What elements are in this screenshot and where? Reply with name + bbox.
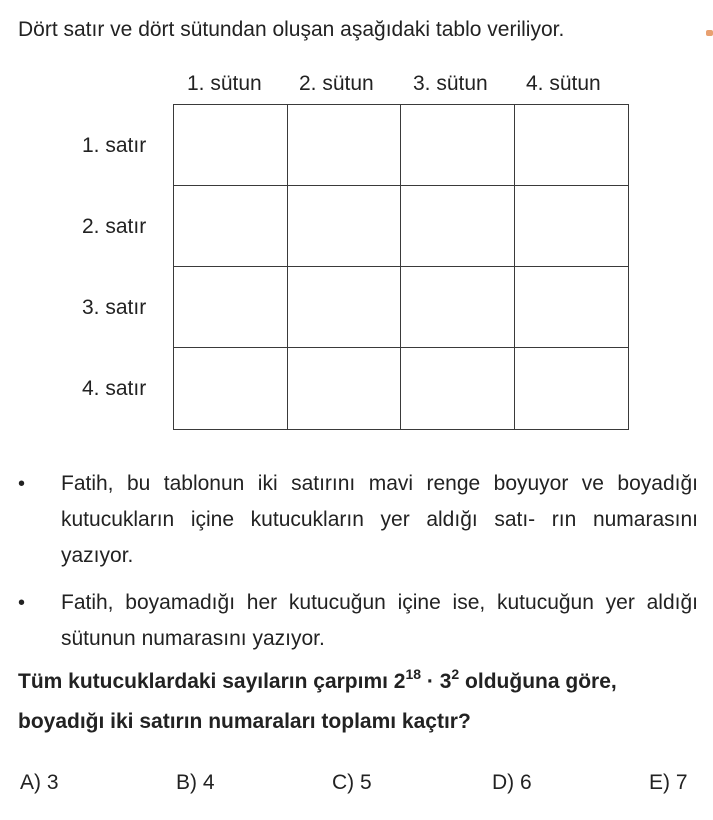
table-cell	[515, 348, 629, 429]
table-cell	[401, 105, 515, 186]
choice-b[interactable]: B) 4	[176, 771, 215, 794]
question-part-1: Tüm kutucuklardaki sayıların çarpımı 2	[18, 670, 406, 693]
choice-e[interactable]: E) 7	[649, 771, 688, 794]
table-cell	[174, 186, 288, 267]
table-cell	[401, 348, 515, 429]
grid-table	[173, 104, 629, 430]
table-cell	[401, 186, 515, 267]
question-part-2: olduğuna göre, boyadığı iki satırın numaraları toplamı kaçtır?	[18, 670, 617, 733]
table-cell	[288, 267, 402, 348]
row-label-4: 4. satır	[82, 377, 147, 400]
bullet-item-2	[18, 585, 698, 657]
intro-text: Dört satır ve dört sütundan oluşan aşağıdaki tablo veriliyor.	[18, 18, 565, 41]
table-cell	[288, 105, 402, 186]
bullet-item-1	[18, 466, 698, 574]
table-cell	[515, 105, 629, 186]
choice-c[interactable]: C) 5	[332, 771, 372, 794]
edge-mark	[706, 30, 713, 36]
bullet-dot: •	[18, 592, 26, 614]
table-cell	[515, 267, 629, 348]
table-cell	[515, 186, 629, 267]
choice-a[interactable]: A) 3	[20, 771, 59, 794]
exponent-18: 18	[405, 666, 422, 682]
column-header-2: 2. sütun	[299, 72, 374, 95]
row-label-1: 1. satır	[82, 134, 147, 157]
table-cell	[174, 348, 288, 429]
column-header-3: 3. sütun	[413, 72, 488, 95]
row-label-2: 2. satır	[82, 215, 147, 238]
table-cell	[288, 348, 402, 429]
bullet-dot: •	[18, 473, 26, 495]
table-cell	[288, 186, 402, 267]
question-mid: · 3	[421, 670, 452, 693]
bullet-text: Fatih, boyamadığı her kutucuğun içine ise, kutucuğun yer aldığı sütunun numarasını yazıyor.	[61, 591, 698, 650]
exponent-2: 2	[451, 666, 460, 682]
column-header-4: 4. sütun	[526, 72, 601, 95]
row-label-3: 3. satır	[82, 296, 147, 319]
table-cell	[174, 105, 288, 186]
column-header-1: 1. sütun	[187, 72, 262, 95]
bullet-text: Fatih, bu tablonun iki satırını mavi renge boyuyor ve boyadığı kutucukların içine kutucukların yer aldığı satı- rın numarasını yazıyor.	[61, 472, 698, 567]
table-cell	[401, 267, 515, 348]
table-cell	[174, 267, 288, 348]
question-text	[18, 662, 698, 742]
choice-d[interactable]: D) 6	[492, 771, 532, 794]
